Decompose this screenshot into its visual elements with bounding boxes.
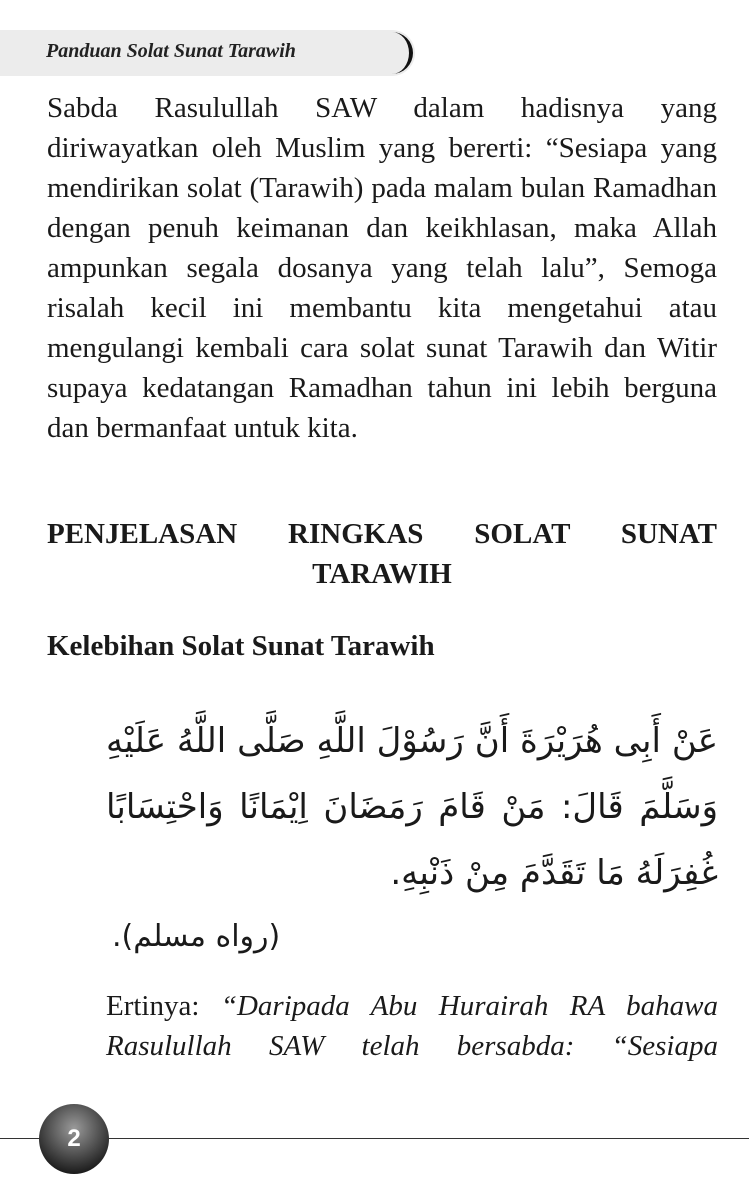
section-heading: PENJELASAN RINGKAS SOLAT SUNAT TARAWIH [47, 518, 717, 590]
translation-label: Ertinya: [106, 990, 221, 1022]
translation-paragraph [106, 986, 718, 1066]
hadith-source: (رواه مسلم). [112, 919, 281, 954]
footer-rule [0, 1138, 749, 1139]
subheading: Kelebihan Solat Sunat Tarawih [47, 630, 435, 662]
running-header-title: Panduan Solat Sunat Tarawih [46, 40, 296, 62]
intro-paragraph: Sabda Rasulullah SAW dalam hadisnya yang diriwayatkan oleh Muslim yang bererti: “Sesiapa yang mendirikan solat (Tarawih) pada malam bulan Ramadhan dengan penuh keimanan dan keikhlasan, maka Allah ampunkan segala dosanya yang telah lalu”, Semoga risalah kecil ini membantu kita mengetahui atau mengulangi kembali cara solat sunat Tarawih dan Witir supaya kedatangan Ramadhan tahun ini lebih berguna dan bermanfaat untuk kita. [47, 92, 717, 444]
translation-text: “Daripada Abu Hurairah RA bahawa Rasulullah SAW telah bersabda: “Sesiapa [106, 990, 718, 1062]
page-number: 2 [67, 1125, 81, 1152]
hadith-arabic-text: عَنْ أَبِى هُرَيْرَةَ أَنَّ رَسُوْلَ اللَّهِ صَلَّى اللَّهُ عَلَيْهِ وَسَلَّمَ قَالَ: مَنْ قَامَ رَمَضَانَ اِيْمَانًا وَاحْتِسَابًا غُفِرَلَهُ مَا تَقَدَّمَ مِنْ ذَنْبِهِ. [106, 721, 718, 893]
